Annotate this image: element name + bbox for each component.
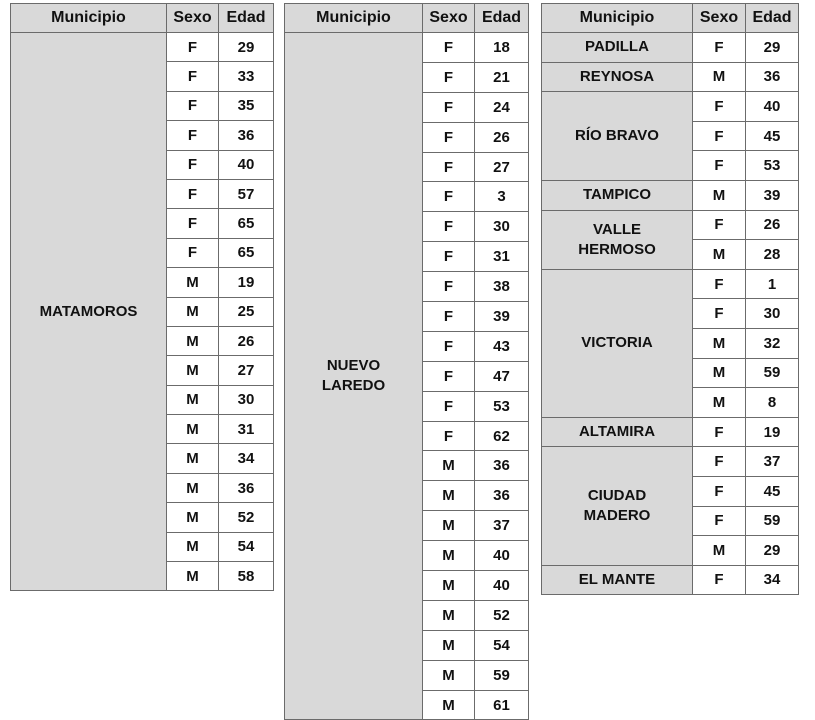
sexo-cell: F bbox=[693, 299, 746, 329]
table-row bbox=[542, 417, 799, 447]
sexo-cell: M bbox=[423, 541, 475, 571]
sexo-cell: M bbox=[423, 660, 475, 690]
edad-cell: 27 bbox=[219, 356, 274, 385]
sexo-cell: F bbox=[693, 210, 746, 240]
table-row bbox=[542, 62, 799, 92]
municipio-cell: RÍO BRAVO bbox=[542, 92, 693, 181]
municipio-cell: MATAMOROS bbox=[11, 33, 167, 591]
sexo-cell: F bbox=[693, 565, 746, 595]
edad-cell: 36 bbox=[475, 451, 529, 481]
edad-cell: 40 bbox=[219, 150, 274, 179]
edad-cell: 33 bbox=[219, 62, 274, 91]
sexo-cell: F bbox=[167, 121, 219, 150]
sexo-cell: M bbox=[167, 532, 219, 561]
sexo-cell: M bbox=[423, 511, 475, 541]
edad-cell: 59 bbox=[746, 358, 799, 388]
sexo-cell: M bbox=[167, 326, 219, 355]
table-row bbox=[542, 92, 799, 122]
municipio-cell: TAMPICO bbox=[542, 180, 693, 210]
sexo-cell: F bbox=[167, 150, 219, 179]
table-body bbox=[542, 33, 799, 595]
edad-cell: 3 bbox=[475, 182, 529, 212]
header-row bbox=[542, 4, 799, 33]
sexo-cell: M bbox=[167, 562, 219, 591]
sexo-cell: F bbox=[693, 151, 746, 181]
edad-cell: 35 bbox=[219, 91, 274, 120]
sexo-cell: F bbox=[423, 152, 475, 182]
table-left bbox=[10, 3, 274, 591]
edad-cell: 54 bbox=[219, 532, 274, 561]
edad-cell: 26 bbox=[219, 326, 274, 355]
sexo-cell: F bbox=[423, 92, 475, 122]
municipio-cell: VALLE HERMOSO bbox=[542, 210, 693, 269]
edad-cell: 47 bbox=[475, 361, 529, 391]
sexo-cell: M bbox=[167, 385, 219, 414]
edad-cell: 36 bbox=[475, 481, 529, 511]
header-row bbox=[285, 4, 529, 33]
sexo-cell: F bbox=[693, 269, 746, 299]
edad-cell: 54 bbox=[475, 630, 529, 660]
table-row bbox=[542, 210, 799, 240]
edad-cell: 36 bbox=[219, 473, 274, 502]
edad-cell: 26 bbox=[475, 122, 529, 152]
edad-cell: 19 bbox=[746, 417, 799, 447]
header-sexo: Sexo bbox=[167, 4, 219, 33]
municipio-cell: REYNOSA bbox=[542, 62, 693, 92]
table-row bbox=[285, 33, 529, 63]
sexo-cell: F bbox=[423, 421, 475, 451]
sexo-cell: F bbox=[167, 33, 219, 62]
table-body bbox=[11, 33, 274, 591]
header-row bbox=[11, 4, 274, 33]
edad-cell: 39 bbox=[475, 302, 529, 332]
edad-cell: 30 bbox=[475, 212, 529, 242]
edad-cell: 31 bbox=[219, 415, 274, 444]
sexo-cell: M bbox=[693, 240, 746, 270]
sexo-cell: F bbox=[423, 62, 475, 92]
edad-cell: 57 bbox=[219, 179, 274, 208]
edad-cell: 45 bbox=[746, 476, 799, 506]
header-municipio: Municipio bbox=[542, 4, 693, 33]
edad-cell: 39 bbox=[746, 180, 799, 210]
sexo-cell: M bbox=[423, 630, 475, 660]
edad-cell: 43 bbox=[475, 331, 529, 361]
edad-cell: 40 bbox=[746, 92, 799, 122]
sexo-cell: M bbox=[167, 503, 219, 532]
table-row bbox=[542, 180, 799, 210]
sexo-cell: F bbox=[423, 302, 475, 332]
table-row bbox=[542, 33, 799, 63]
edad-cell: 34 bbox=[219, 444, 274, 473]
edad-cell: 38 bbox=[475, 272, 529, 302]
edad-cell: 59 bbox=[475, 660, 529, 690]
edad-cell: 36 bbox=[219, 121, 274, 150]
sexo-cell: M bbox=[693, 328, 746, 358]
municipio-cell: PADILLA bbox=[542, 33, 693, 63]
municipio-cell: EL MANTE bbox=[542, 565, 693, 595]
edad-cell: 19 bbox=[219, 268, 274, 297]
municipio-cell: CIUDAD MADERO bbox=[542, 447, 693, 565]
edad-cell: 18 bbox=[475, 33, 529, 63]
sexo-cell: F bbox=[167, 238, 219, 267]
table-row bbox=[542, 447, 799, 477]
sexo-cell: F bbox=[167, 62, 219, 91]
header-sexo: Sexo bbox=[423, 4, 475, 33]
sexo-cell: F bbox=[423, 391, 475, 421]
sexo-cell: F bbox=[423, 272, 475, 302]
edad-cell: 30 bbox=[746, 299, 799, 329]
edad-cell: 29 bbox=[746, 33, 799, 63]
sexo-cell: M bbox=[167, 268, 219, 297]
edad-cell: 59 bbox=[746, 506, 799, 536]
sexo-cell: F bbox=[693, 476, 746, 506]
edad-cell: 37 bbox=[475, 511, 529, 541]
header-edad: Edad bbox=[219, 4, 274, 33]
sexo-cell: F bbox=[423, 122, 475, 152]
table-body bbox=[285, 33, 529, 720]
edad-cell: 30 bbox=[219, 385, 274, 414]
header-edad: Edad bbox=[746, 4, 799, 33]
sexo-cell: F bbox=[423, 33, 475, 63]
edad-cell: 27 bbox=[475, 152, 529, 182]
sexo-cell: F bbox=[423, 361, 475, 391]
edad-cell: 61 bbox=[475, 690, 529, 720]
edad-cell: 62 bbox=[475, 421, 529, 451]
sexo-cell: F bbox=[693, 92, 746, 122]
edad-cell: 45 bbox=[746, 121, 799, 151]
sexo-cell: F bbox=[423, 212, 475, 242]
edad-cell: 31 bbox=[475, 242, 529, 272]
sexo-cell: M bbox=[167, 444, 219, 473]
sexo-cell: M bbox=[167, 473, 219, 502]
edad-cell: 25 bbox=[219, 297, 274, 326]
edad-cell: 21 bbox=[475, 62, 529, 92]
sexo-cell: F bbox=[423, 242, 475, 272]
municipio-cell: NUEVO LAREDO bbox=[285, 33, 423, 720]
edad-cell: 52 bbox=[219, 503, 274, 532]
sexo-cell: M bbox=[693, 62, 746, 92]
municipio-cell: VICTORIA bbox=[542, 269, 693, 417]
sexo-cell: M bbox=[167, 297, 219, 326]
sexo-cell: F bbox=[423, 331, 475, 361]
table-middle bbox=[284, 3, 529, 720]
sexo-cell: M bbox=[693, 536, 746, 566]
edad-cell: 29 bbox=[219, 33, 274, 62]
sexo-cell: F bbox=[693, 121, 746, 151]
sexo-cell: F bbox=[693, 417, 746, 447]
table-row bbox=[542, 269, 799, 299]
sexo-cell: M bbox=[693, 358, 746, 388]
sexo-cell: F bbox=[167, 179, 219, 208]
sexo-cell: M bbox=[167, 356, 219, 385]
sexo-cell: M bbox=[167, 415, 219, 444]
table-right bbox=[541, 3, 799, 595]
sexo-cell: F bbox=[167, 209, 219, 238]
edad-cell: 1 bbox=[746, 269, 799, 299]
sexo-cell: F bbox=[693, 506, 746, 536]
edad-cell: 24 bbox=[475, 92, 529, 122]
header-municipio: Municipio bbox=[11, 4, 167, 33]
sexo-cell: F bbox=[167, 91, 219, 120]
edad-cell: 29 bbox=[746, 536, 799, 566]
edad-cell: 28 bbox=[746, 240, 799, 270]
edad-cell: 58 bbox=[219, 562, 274, 591]
edad-cell: 8 bbox=[746, 388, 799, 418]
sexo-cell: F bbox=[693, 447, 746, 477]
edad-cell: 65 bbox=[219, 238, 274, 267]
header-edad: Edad bbox=[475, 4, 529, 33]
table-row bbox=[11, 33, 274, 62]
municipio-cell: ALTAMIRA bbox=[542, 417, 693, 447]
table-row bbox=[542, 565, 799, 595]
edad-cell: 65 bbox=[219, 209, 274, 238]
edad-cell: 53 bbox=[746, 151, 799, 181]
sexo-cell: F bbox=[423, 182, 475, 212]
edad-cell: 37 bbox=[746, 447, 799, 477]
edad-cell: 32 bbox=[746, 328, 799, 358]
sexo-cell: M bbox=[423, 451, 475, 481]
edad-cell: 40 bbox=[475, 541, 529, 571]
edad-cell: 36 bbox=[746, 62, 799, 92]
sexo-cell: F bbox=[693, 33, 746, 63]
edad-cell: 40 bbox=[475, 571, 529, 601]
edad-cell: 52 bbox=[475, 600, 529, 630]
edad-cell: 34 bbox=[746, 565, 799, 595]
sexo-cell: M bbox=[693, 388, 746, 418]
sexo-cell: M bbox=[423, 690, 475, 720]
edad-cell: 26 bbox=[746, 210, 799, 240]
edad-cell: 53 bbox=[475, 391, 529, 421]
sexo-cell: M bbox=[423, 600, 475, 630]
header-municipio: Municipio bbox=[285, 4, 423, 33]
sexo-cell: M bbox=[423, 481, 475, 511]
sexo-cell: M bbox=[423, 571, 475, 601]
header-sexo: Sexo bbox=[693, 4, 746, 33]
sexo-cell: M bbox=[693, 180, 746, 210]
